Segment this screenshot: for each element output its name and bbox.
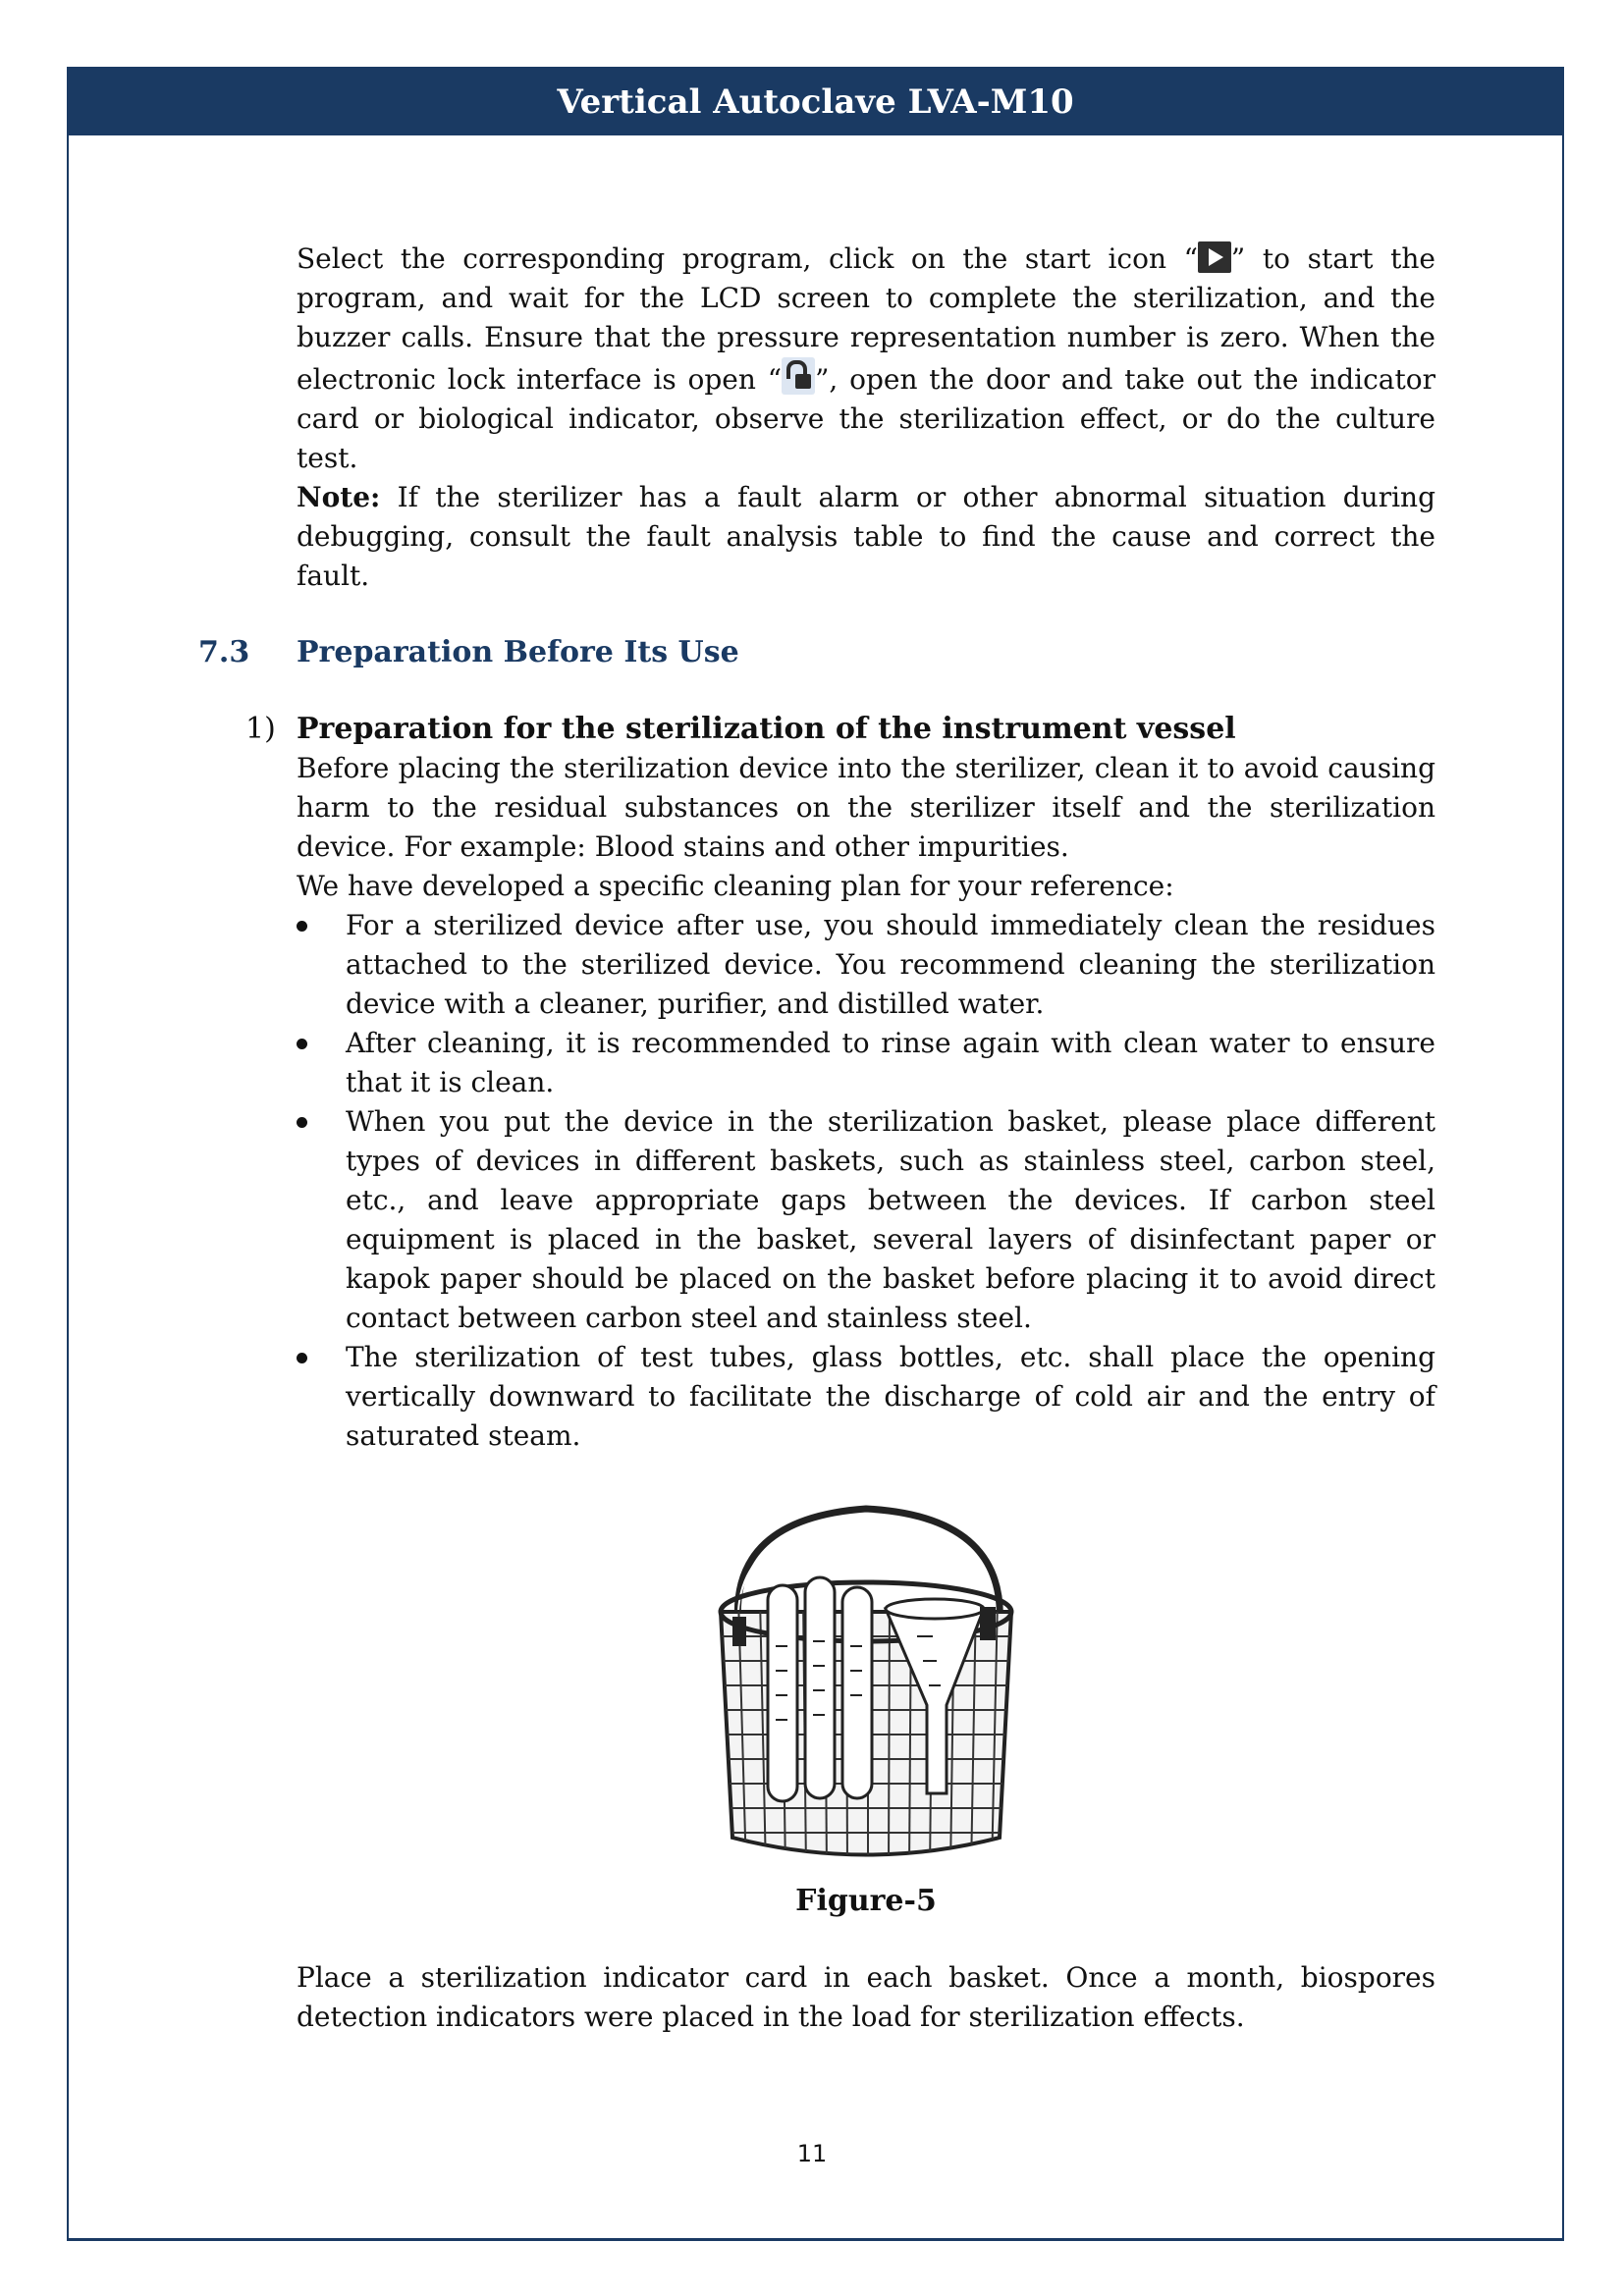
bullet-icon <box>297 921 307 932</box>
section-title: Preparation Before Its Use <box>297 635 739 669</box>
cleaning-plan-list <box>297 906 1435 1456</box>
step-paragraph-1: Before placing the sterilization device into the sterilizer, clean it to avoid causing harm to the residual substances on the sterilizer itself and the sterilization device. For example: Blood stains and other impurities. <box>297 752 1435 863</box>
list-item-text: For a sterilized device after use, you should immediately clean the residues attached to the sterilized device. You recommend cleaning the sterilization device with a cleaner, purifier, and distilled water. <box>346 909 1435 1020</box>
step-paragraph-2: We have developed a specific cleaning plan for your reference: <box>297 870 1174 902</box>
figure <box>297 1499 1435 1921</box>
list-item <box>297 906 1435 1024</box>
note-label: Note: <box>297 481 381 513</box>
closing-paragraph: Place a sterilization indicator card in each basket. Once a month, biospores detection indicators were placed in the load for sterilization effects. <box>297 1961 1435 2033</box>
step-title: Preparation for the sterilization of the instrument vessel <box>297 712 1236 746</box>
page-content <box>198 240 1436 2037</box>
list-item-text: The sterilization of test tubes, glass bottles, etc. shall place the opening vertically downward to facilitate the discharge of cold air and the entry of saturated steam. <box>346 1341 1435 1452</box>
page-number: 11 <box>796 2140 828 2167</box>
list-item-text: When you put the device in the sterilization basket, please place different types of devices in different baskets, such as stainless steel, carbon steel, etc., and leave appropriate gaps between the devices. If carbon steel equipment is placed in the basket, several layers of disinfectant paper or kapok paper should be placed on the basket before placing it to avoid direct contact between carbon steel and stainless steel. <box>346 1105 1435 1334</box>
play-icon <box>1198 241 1231 273</box>
step-number: 1) <box>245 712 276 746</box>
step-heading <box>245 710 1435 749</box>
intro-paragraph <box>297 240 1435 478</box>
list-item <box>297 1024 1435 1102</box>
bullet-icon <box>297 1039 307 1049</box>
note-paragraph <box>297 478 1435 596</box>
list-item-text: After cleaning, it is recommended to rinse again with clean water to ensure that it is clean. <box>346 1027 1435 1098</box>
figure-caption: Figure-5 <box>795 1884 937 1918</box>
section-heading <box>198 633 1435 672</box>
intro-text-1: Select the corresponding program, click on the start icon “ <box>297 242 1198 275</box>
bullet-icon <box>297 1353 307 1363</box>
section-number: 7.3 <box>198 635 250 669</box>
unlock-icon <box>782 357 815 395</box>
header-bar <box>69 69 1562 135</box>
list-item <box>297 1338 1435 1456</box>
header-title: Vertical Autoclave LVA-M10 <box>557 82 1074 122</box>
list-item <box>297 1102 1435 1338</box>
note-text: If the sterilizer has a fault alarm or other abnormal situation during debugging, consult the fault analysis table to find the cause and correct the fault. <box>297 481 1435 592</box>
bullet-icon <box>297 1117 307 1128</box>
sterilization-basket-illustration <box>699 1499 1033 1872</box>
intro-text-3: ”, open the door and take out the indicator card or biological indicator, observe the sterilization effect, or do the culture test. <box>297 363 1435 474</box>
intro-text-2: ” to start the program, and wait for the LCD screen to complete the sterilization, and the buzzer calls. Ensure that the pressure representation number is zero. When the electronic lock interface is open “ <box>297 242 1436 396</box>
